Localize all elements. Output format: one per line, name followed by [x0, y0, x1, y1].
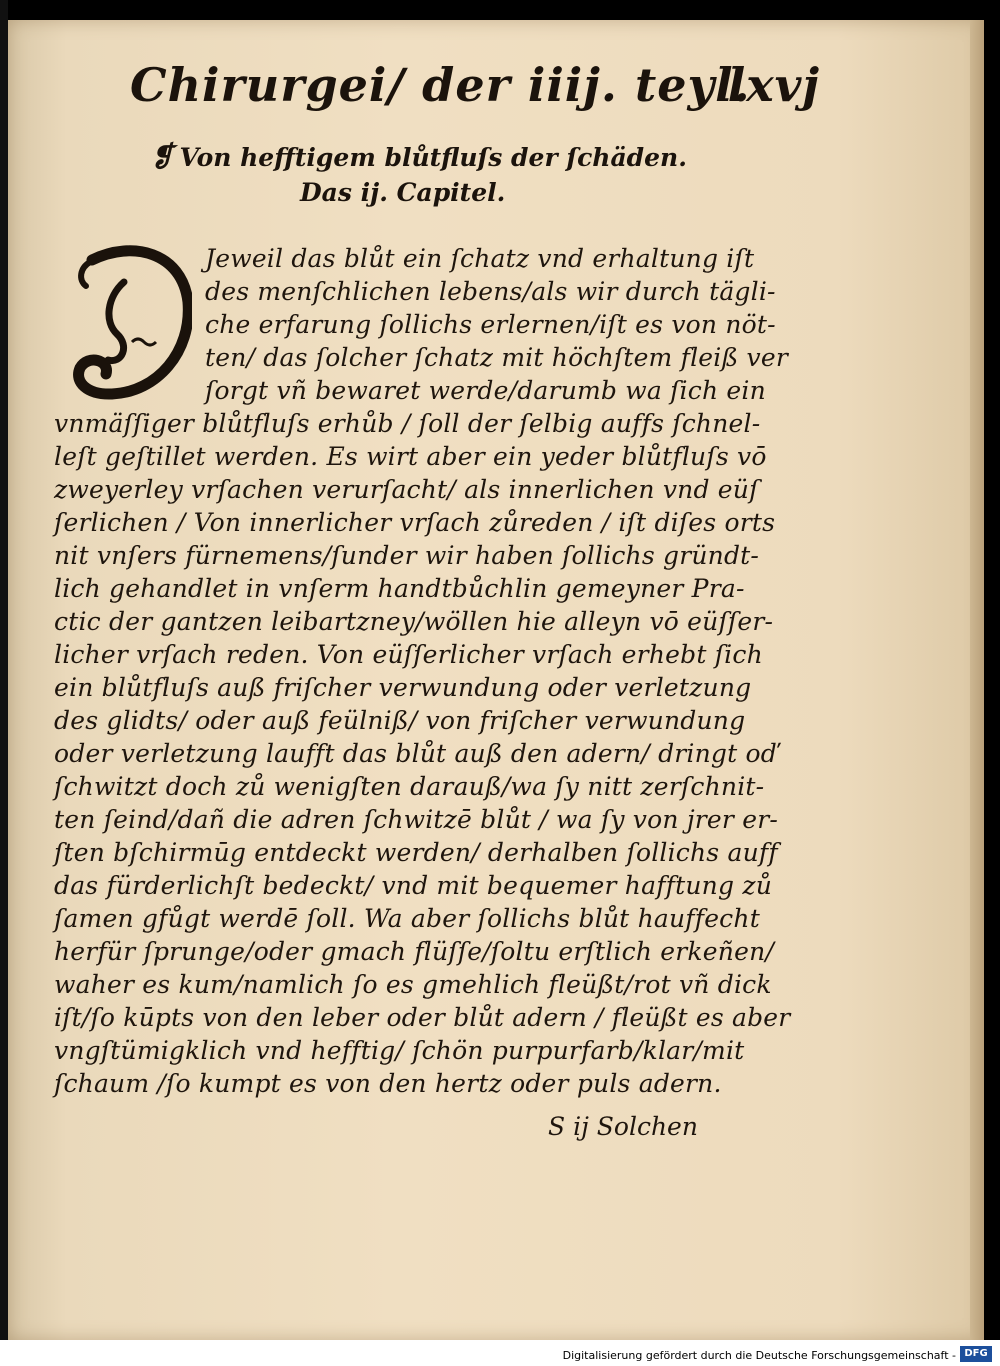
text-line: des menſchlichen lebens/als wir durch tägli‑	[205, 277, 776, 306]
text-line: ſchaum /ſo kumpt es von den hertz oder puls adern.	[54, 1069, 722, 1098]
text-line: che erfarung ſollichs erlernen/iſt es von nöt‑	[205, 310, 776, 339]
text-line: ſchwitzt doch zů wenigſten darauß/wa ſy nitt zerſchnit‑	[54, 772, 765, 801]
folio-number: lxvj	[727, 58, 820, 112]
text-line: Jeweil das blůt ein ſchatz vnd erhaltung iſt	[205, 244, 755, 273]
text-line: ten/ das ſolcher ſchatz mit höchſtem fleiß ver	[205, 343, 788, 372]
text-line: ſorgt vñ bewaret werde/darumb wa ſich ein	[205, 376, 766, 405]
text-line: das fürderlichſt bedeckt/ vnd mit bequemer hafftung zů	[54, 871, 772, 900]
text-line: ſten bſchirmūg entdeckt werden/ derhalben ſollichs auff	[54, 838, 778, 867]
text-line: ctic der gantzen leibartzney/wöllen hie alleyn vō eüſſer‑	[54, 607, 774, 636]
catchword-signature: S ij Solchen	[548, 1112, 698, 1141]
text-line: nit vnſers fürnemens/ſunder wir haben ſollichs gründt‑	[54, 541, 760, 570]
chapter-title	[150, 140, 710, 173]
page-edge	[970, 20, 984, 1340]
text-line: vngſtümigklich vnd hefftig/ ſchön purpurfarb/klar/mit	[54, 1036, 745, 1065]
text-line: ſamen gfůgt werdē ſoll. Wa aber ſollichs blůt hauffecht	[54, 904, 760, 933]
text-line: vnmäſſiger blůtfluſs erhůb / ſoll der ſelbig auffs ſchnel‑	[54, 409, 761, 438]
text-line: waher es kum/namlich ſo es gmehlich fleüßt/rot vñ dick	[54, 970, 772, 999]
text-line: ſerlichen / Von innerlicher vrſach zůreden / iſt diſes orts	[54, 508, 776, 537]
text-line: iſt/ſo kūpts von den leber oder blůt adern / fleüßt es aber	[54, 1003, 791, 1032]
text-line: ein blůtfluſs auß friſcher verwundung oder verletzung	[54, 673, 752, 702]
text-line: leſt geſtillet werden. Es wirt aber ein yeder blůtfluſs vō	[54, 442, 767, 471]
decorated-initial-icon	[62, 242, 192, 402]
text-line: licher vrſach reden. Von eüſſerlicher vrſach erhebt ſich	[54, 640, 763, 669]
text-line: zweyerley vrſachen verurſacht/ als innerlichen vnd eüſ	[54, 475, 759, 504]
dfg-logo: DFG	[960, 1346, 992, 1362]
text-line: des glidts/ oder auß feülniß/ von friſcher verwundung	[54, 706, 746, 735]
scan-edge	[0, 0, 8, 1340]
chapter-title-text: Von hefftigem blůtfluſs der ſchäden.	[179, 143, 687, 172]
text-line: lich gehandlet in vnſerm handtbůchlin gemeyner Pra‑	[54, 574, 745, 603]
running-head	[130, 52, 820, 132]
funding-credit: Digitalisierung gefördert durch die Deutsche Forschungsgemeinschaft -	[562, 1349, 956, 1362]
pilcrow-icon: ❡	[150, 140, 174, 173]
text-line: herfür ſprunge/oder gmach flüſſe/ſoltu erſtlich erkeñen/	[54, 937, 775, 966]
text-line: oder verletzung laufft das blůt auß den adern/ dringt oď	[54, 739, 777, 768]
running-head-title: Chirurgei/ der iiij. teyl.	[130, 58, 751, 112]
chapter-number: Das ij. Capitel.	[300, 178, 506, 207]
text-line: ten ſeind/dañ die adren ſchwitzē blůt / wa ſy von jrer er‑	[54, 805, 779, 834]
